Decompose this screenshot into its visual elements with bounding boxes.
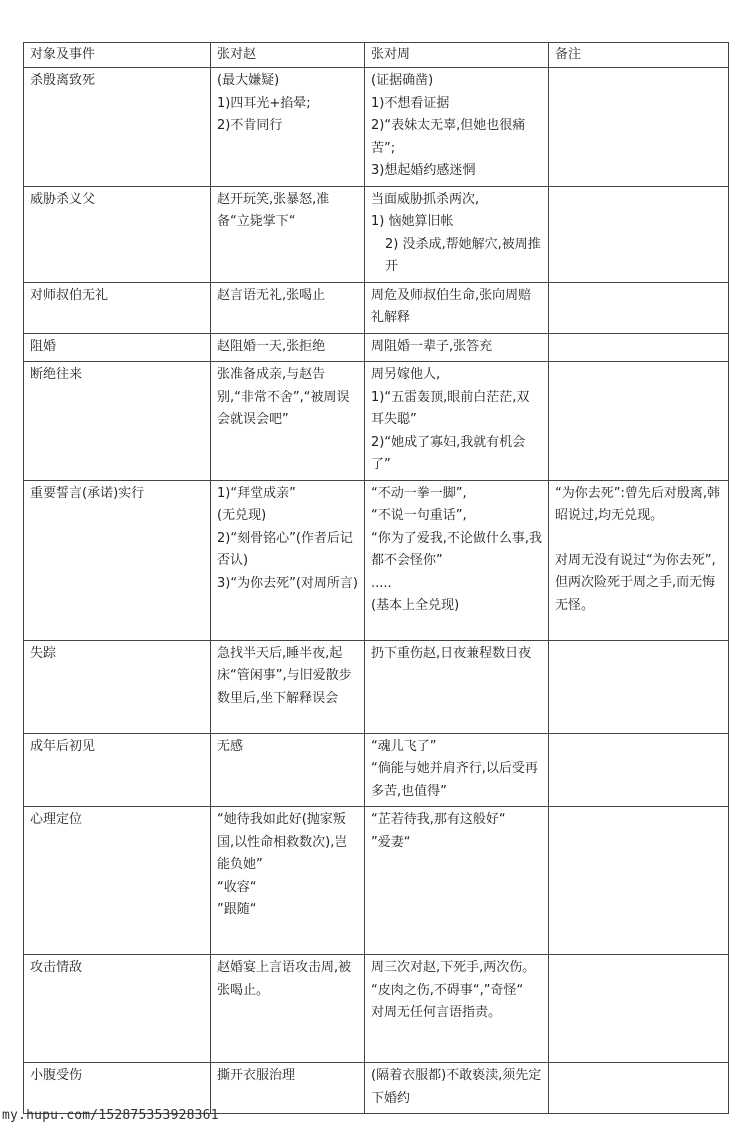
cell-zhang-zhao xyxy=(211,955,365,1063)
cell-zhang-zhou xyxy=(365,733,549,807)
event-label: 成年后初见 xyxy=(30,738,96,754)
cell-line: “为你去死”:曾先后对殷离,韩昭说过,均无兑现。 xyxy=(555,485,720,523)
cell-line: 2)不肯同行 xyxy=(217,118,283,133)
header-zhang-zhou: 张对周 xyxy=(365,43,549,68)
cell-zhang-zhao xyxy=(211,1063,365,1114)
table-row xyxy=(24,362,729,481)
cell-zhang-zhao xyxy=(211,333,365,362)
cell-line: 周三次对赵,下死手,两次伤。 xyxy=(371,960,536,975)
table-row xyxy=(24,68,729,187)
cell-line: 赵婚宴上言语攻击周,被张喝止。 xyxy=(217,960,352,998)
cell-zhang-zhou xyxy=(365,807,549,955)
cell-note xyxy=(549,733,729,807)
cell-line: 周危及师叔伯生命,张向周赔礼解释 xyxy=(371,287,532,325)
cell-zhang-zhou xyxy=(365,186,549,282)
cell-note xyxy=(549,807,729,955)
event-label: 心理定位 xyxy=(30,812,83,827)
cell-note xyxy=(549,68,729,187)
event-label: 小腹受伤 xyxy=(30,1068,83,1083)
table-row xyxy=(24,282,729,333)
cell-note xyxy=(549,186,729,282)
event-label: 重要誓言(承诺)实行 xyxy=(30,485,145,501)
cell-event xyxy=(24,362,211,481)
cell-line: ”跟随“ xyxy=(217,902,257,917)
cell-line: 周另嫁他人, xyxy=(371,367,441,382)
cell-line: 2)“表妹太无辜,但她也很痛苦”; xyxy=(371,118,526,156)
cell-event xyxy=(24,186,211,282)
cell-note xyxy=(549,333,729,362)
cell-line: (证据确凿) xyxy=(371,73,434,88)
cell-zhang-zhou xyxy=(365,1063,549,1114)
cell-line: 3)想起婚约感迷惘 xyxy=(371,163,476,178)
cell-line: (基本上全兑现) xyxy=(371,598,460,613)
cell-line: 2) 没杀成,帮她解穴,被周推开 xyxy=(385,236,541,274)
table-row xyxy=(24,480,729,640)
cell-line: (隔着衣服都)不敢亵渎,须先定下婚约 xyxy=(371,1068,542,1106)
cell-line: 周阻婚一辈子,张答充 xyxy=(371,338,493,354)
cell-line: 撕开衣服治理 xyxy=(217,1068,296,1083)
cell-line: 扔下重伤赵,日夜兼程数日夜 xyxy=(371,645,532,661)
event-label: 失踪 xyxy=(30,645,57,661)
cell-zhang-zhou xyxy=(365,282,549,333)
cell-line: 2)“刻骨铭心”(作者后记否认) xyxy=(217,530,353,568)
cell-line: 张准备成亲,与赵告别,“非常不舍”,“被周误会就误会吧” xyxy=(217,367,350,427)
cell-zhang-zhou xyxy=(365,362,549,481)
cell-line: ..... xyxy=(371,575,392,591)
table-row xyxy=(24,640,729,733)
table-row xyxy=(24,733,729,807)
cell-note xyxy=(549,640,729,733)
table-row xyxy=(24,186,729,282)
cell-line: “芷若待我,那有这般好“ xyxy=(371,812,506,827)
watermark-url: my.hupu.com/152875353928361 xyxy=(2,1108,219,1123)
cell-zhang-zhou xyxy=(365,640,549,733)
header-note: 备注 xyxy=(549,43,729,68)
cell-zhang-zhou xyxy=(365,68,549,187)
cell-line: “收容“ xyxy=(217,879,257,895)
cell-line: “不说一句重话”, xyxy=(371,508,467,523)
cell-line: 1)四耳光+掐晕; xyxy=(217,95,311,111)
cell-line: 急找半天后,睡半夜,起床“管闲事”,与旧爱散步数里后,坐下解释误会 xyxy=(217,645,352,706)
event-label: 断绝往来 xyxy=(30,367,83,382)
cell-line: 赵阻婚一天,张拒绝 xyxy=(217,338,326,354)
cell-line: 当面威胁抓杀两次, xyxy=(371,191,480,207)
table-row xyxy=(24,333,729,362)
cell-event xyxy=(24,1063,211,1114)
cell-line: “魂儿飞了” xyxy=(371,738,437,754)
cell-line: “不动一拳一脚”, xyxy=(371,485,467,501)
cell-line: 赵开玩笑,张暴怒,准备“立毙掌下“ xyxy=(217,191,330,229)
cell-line: “你为了爱我,不论做什么事,我都不会怪你” xyxy=(371,530,542,568)
cell-note xyxy=(549,362,729,481)
cell-line: ”爱妻“ xyxy=(371,834,411,850)
cell-event xyxy=(24,68,211,187)
cell-event xyxy=(24,955,211,1063)
cell-zhang-zhao xyxy=(211,733,365,807)
event-label: 阻婚 xyxy=(30,338,57,354)
cell-note xyxy=(549,282,729,333)
cell-zhang-zhou xyxy=(365,480,549,640)
cell-event xyxy=(24,282,211,333)
cell-line: 对周无任何言语指责。 xyxy=(371,1005,502,1020)
table-body xyxy=(24,68,729,1114)
cell-event xyxy=(24,333,211,362)
event-label: 杀殷离致死 xyxy=(30,73,96,88)
cell-line: “皮肉之伤,不碍事“,”奇怪“ xyxy=(371,982,524,998)
cell-zhang-zhao xyxy=(211,362,365,481)
cell-note xyxy=(549,955,729,1063)
header-zhang-zhao: 张对赵 xyxy=(211,43,365,68)
cell-line: (无兑现) xyxy=(217,508,267,523)
header-event: 对象及事件 xyxy=(24,43,211,68)
cell-line: 无感 xyxy=(217,738,244,754)
cell-line: 1) 恼她算旧帐 xyxy=(371,214,454,229)
comparison-table xyxy=(23,42,729,1114)
table-row xyxy=(24,807,729,955)
cell-event xyxy=(24,733,211,807)
cell-event xyxy=(24,480,211,640)
cell-note xyxy=(549,480,729,640)
cell-event xyxy=(24,807,211,955)
event-label: 攻击情敌 xyxy=(30,960,83,975)
cell-line: 2)“她成了寡妇,我就有机会了” xyxy=(371,434,526,472)
cell-zhang-zhao xyxy=(211,640,365,733)
cell-line: 1)不想看证据 xyxy=(371,95,450,111)
cell-line xyxy=(555,528,722,550)
table-row xyxy=(24,1063,729,1114)
event-label: 对师叔伯无礼 xyxy=(30,287,109,303)
cell-zhang-zhou xyxy=(365,333,549,362)
cell-line: (最大嫌疑) xyxy=(217,73,280,88)
cell-line: 赵言语无礼,张喝止 xyxy=(217,287,326,303)
cell-line: 3)“为你去死”(对周所言) xyxy=(217,575,358,591)
cell-zhang-zhao xyxy=(211,480,365,640)
table-row xyxy=(24,955,729,1063)
cell-line: 1)“拜堂成亲” xyxy=(217,485,296,501)
header-row xyxy=(24,43,729,68)
cell-note xyxy=(549,1063,729,1114)
cell-line: 1)“五雷轰顶,眼前白茫茫,双耳失聪” xyxy=(371,389,530,427)
cell-line: “倘能与她并肩齐行,以后受再多苦,也值得” xyxy=(371,761,538,799)
cell-zhang-zhao xyxy=(211,282,365,333)
cell-zhang-zhou xyxy=(365,955,549,1063)
cell-zhang-zhao xyxy=(211,186,365,282)
cell-zhang-zhao xyxy=(211,68,365,187)
cell-event xyxy=(24,640,211,733)
cell-zhang-zhao xyxy=(211,807,365,955)
cell-line: 对周无没有说过“为你去死”,但两次险死于周之手,而无悔无怪。 xyxy=(555,552,716,613)
event-label: 威胁杀义父 xyxy=(30,191,96,207)
cell-line: “她待我如此好(抛家叛国,以性命相救数次),岂能负她” xyxy=(217,812,348,872)
